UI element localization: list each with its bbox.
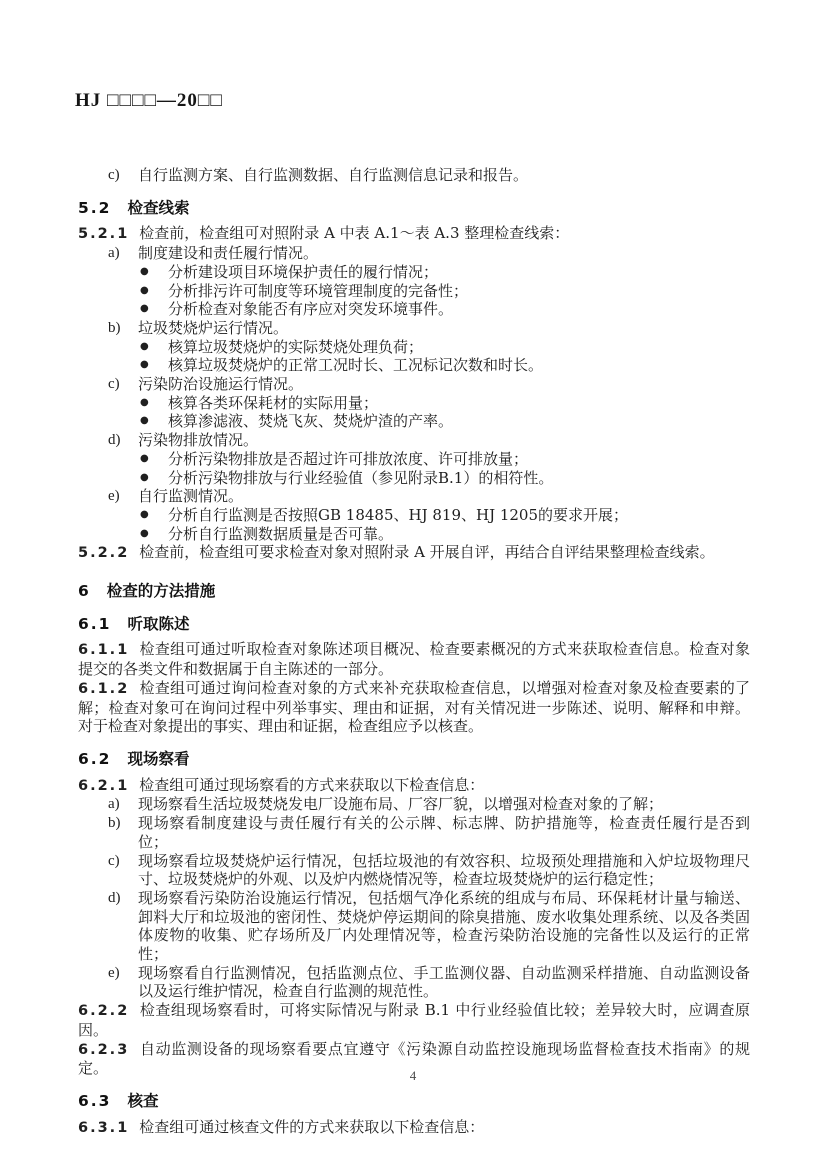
clause-text: 检查组可通过核查文件的方式来获取以下检查信息：: [139, 1117, 485, 1136]
bullet-text: 分析建设项目环境保护责任的履行情况；: [168, 262, 439, 281]
list-item-b2: [78, 814, 750, 851]
list-item-c2: [78, 375, 750, 394]
bullet-icon: ●: [140, 415, 149, 427]
heading-title: 检查线索: [127, 198, 190, 217]
clause-6-1-2: [78, 679, 750, 736]
list-text: 现场察看垃圾焚烧炉运行情况，包括垃圾池的有效容积、垃圾预处理措施和入炉垃圾物理尺寸、垃圾焚烧炉的外观、以及炉内燃烧情况等，检查垃圾焚烧炉的运行稳定性；: [138, 851, 750, 889]
list-marker: e): [108, 488, 120, 505]
clause-text: 检查组可通过听取检查对象陈述项目概况、检查要素概况的方式来获取检查信息。检查对象提交的各类文件和数据属于自主陈述的一部分。: [78, 640, 750, 679]
heading-number: 6: [78, 582, 91, 601]
clause-number: 6.1.2: [78, 680, 130, 697]
clause-6-1-1: [78, 640, 750, 678]
heading-6-1: [78, 615, 750, 634]
list-marker: e): [108, 964, 120, 981]
list-marker: c): [108, 376, 120, 393]
list-marker: d): [108, 889, 121, 906]
clause-number: 6.1.1: [78, 642, 130, 659]
list-marker: c): [108, 167, 120, 183]
list-marker: b): [108, 815, 121, 832]
heading-title: 核查: [127, 1091, 159, 1110]
heading-number: 6.2: [78, 749, 112, 768]
bullet-item: [78, 282, 750, 301]
heading-6-2: [78, 750, 750, 769]
bullet-text: 分析排污许可制度等环境管理制度的完备性；: [168, 281, 469, 300]
list-text: 污染防治设施运行情况。: [138, 375, 304, 394]
heading-5-2: [78, 199, 750, 218]
list-item-d: [78, 431, 750, 450]
bullet-icon: ●: [140, 303, 149, 315]
bullet-item: [78, 506, 750, 525]
bullet-text: 分析自行监测数据质量是否可靠。: [168, 524, 394, 543]
clause-6-2-1: [78, 776, 750, 796]
list-text: 污染物排放情况。: [138, 431, 259, 450]
bullet-icon: ●: [140, 265, 149, 277]
heading-title: 检查的方法措施: [106, 582, 216, 601]
bullet-icon: ●: [140, 452, 149, 464]
list-text: 现场察看自行监测情况，包括监测点位、手工监测仪器、自动监测采样措施、自动监测设备以及运行维护情况，检查自行监测的规范性。: [138, 963, 750, 1001]
list-item-c: [78, 166, 750, 185]
list-item-a: [78, 244, 750, 263]
list-text: 现场察看污染防治设施运行情况，包括烟气净化系统的组成与布局、环保耗材计量与输送、卸料大厅和垃圾池的密闭性、焚烧炉停运期间的除臭措施、废水收集处理系统、以及各类固体废物的收集、贮存场所及厂内处理情况等，检查污染防治设施的完备性以及运行的正常性；: [138, 888, 750, 964]
bullet-item: [78, 263, 750, 282]
list-text: 自行监测方案、自行监测数据、自行监测信息记录和报告。: [138, 166, 529, 184]
clause-text: 检查前，检查组可要求检查对象对照附录 A 开展自评，再结合自评结果整理检查线索。: [139, 543, 715, 562]
clause-6-2-2: [78, 1001, 750, 1039]
clause-number: 5.2.1: [78, 226, 130, 243]
list-text: 现场察看制度建设与责任履行有关的公示牌、标志牌、防护措施等，检查责任履行是否到位；: [138, 814, 750, 851]
list-marker: c): [108, 852, 120, 869]
heading-6-3: [78, 1092, 750, 1111]
clause-5-2-2: [78, 543, 750, 563]
bullet-icon: ●: [140, 396, 149, 408]
clause-text: 检查组现场察看时，可将实际情况与附录 B.1 中行业经验值比较；差异较大时，应调查原因。: [78, 1001, 750, 1039]
clause-number: 6.3.1: [78, 1119, 130, 1136]
bullet-icon: ●: [140, 340, 149, 352]
heading-6: [78, 582, 750, 601]
bullet-item: [78, 450, 750, 469]
clause-number: 6.2.2: [78, 1003, 130, 1020]
list-text: 现场察看生活垃圾焚烧发电厂设施布局、厂容厂貌，以增强对检查对象的了解；: [138, 795, 664, 814]
bullet-text: 核算垃圾焚烧炉的正常工况时长、工况标记次数和时长。: [168, 356, 544, 375]
list-text: 垃圾焚烧炉运行情况。: [138, 318, 289, 337]
heading-title: 听取陈述: [127, 614, 190, 633]
bullet-text: 分析污染物排放是否超过许可排放浓度、许可排放量；: [168, 449, 529, 468]
bullet-text: 核算渗滤液、焚烧飞灰、焚烧炉渣的产率。: [168, 412, 454, 431]
heading-number: 6.1: [78, 614, 112, 633]
bullet-item: [78, 394, 750, 413]
list-marker: a): [108, 245, 120, 262]
document-body: [78, 166, 750, 1137]
heading-number: 5.2: [78, 198, 112, 217]
bullet-icon: ●: [140, 284, 149, 296]
list-text: 制度建设和责任履行情况。: [138, 244, 319, 263]
bullet-icon: ●: [140, 471, 149, 483]
clause-text: 自动监测设备的现场察看要点宜遵守《污染源自动监控设施现场监督检查技术指南》的规定。: [78, 1039, 750, 1078]
list-item-a2: [78, 795, 750, 814]
clause-text: 检查组可通过询问检查对象的方式来补充获取检查信息，以增强对检查对象及检查要素的了解；检查对象可在询问过程中列举事实、理由和证据，对有关情况进一步陈述、说明、解释和申辩。对于检查对象提出的事实、理由和证据，检查组应予以核查。: [78, 678, 750, 736]
bullet-icon: ●: [140, 527, 149, 539]
bullet-text: 分析自行监测是否按照GB 18485、HJ 819、HJ 1205的要求开展；: [168, 505, 629, 524]
heading-number: 6.3: [78, 1091, 112, 1110]
bullet-icon: ●: [140, 508, 149, 520]
list-item-e: [78, 487, 750, 506]
heading-title: 现场察看: [127, 749, 190, 768]
clause-number: 5.2.2: [78, 545, 130, 562]
clause-5-2-1: [78, 224, 750, 244]
list-text: 自行监测情况。: [138, 487, 244, 506]
bullet-item: [78, 469, 750, 488]
list-marker: a): [108, 796, 120, 813]
clause-number: 6.2.3: [78, 1041, 130, 1058]
list-marker: b): [108, 319, 121, 336]
clause-text: 检查前，检查组可对照附录 A 中表 A.1～表 A.3 整理检查线索：: [139, 224, 570, 243]
bullet-icon: ●: [140, 359, 149, 371]
bullet-item: [78, 338, 750, 357]
list-marker: d): [108, 432, 121, 449]
bullet-text: 分析污染物排放与行业经验值（参见附录B.1）的相符性。: [168, 468, 554, 487]
list-item-c3: [78, 852, 750, 889]
clause-number: 6.2.1: [78, 777, 130, 794]
bullet-item: [78, 356, 750, 375]
bullet-text: 分析检查对象能否有序应对突发环境事件。: [168, 300, 454, 319]
list-item-e2: [78, 964, 750, 1001]
clause-text: 检查组可通过现场察看的方式来获取以下检查信息：: [139, 775, 485, 794]
list-item-b: [78, 319, 750, 338]
bullet-text: 核算垃圾焚烧炉的实际焚烧处理负荷；: [168, 337, 424, 356]
bullet-item: [78, 525, 750, 544]
list-item-d2: [78, 889, 750, 964]
bullet-item: [78, 300, 750, 319]
clause-6-3-1: [78, 1118, 750, 1138]
standard-number-header: HJ □□□□—20□□: [75, 90, 223, 111]
page-number: 4: [409, 1068, 417, 1083]
bullet-text: 核算各类环保耗材的实际用量；: [168, 393, 379, 412]
bullet-item: [78, 412, 750, 431]
